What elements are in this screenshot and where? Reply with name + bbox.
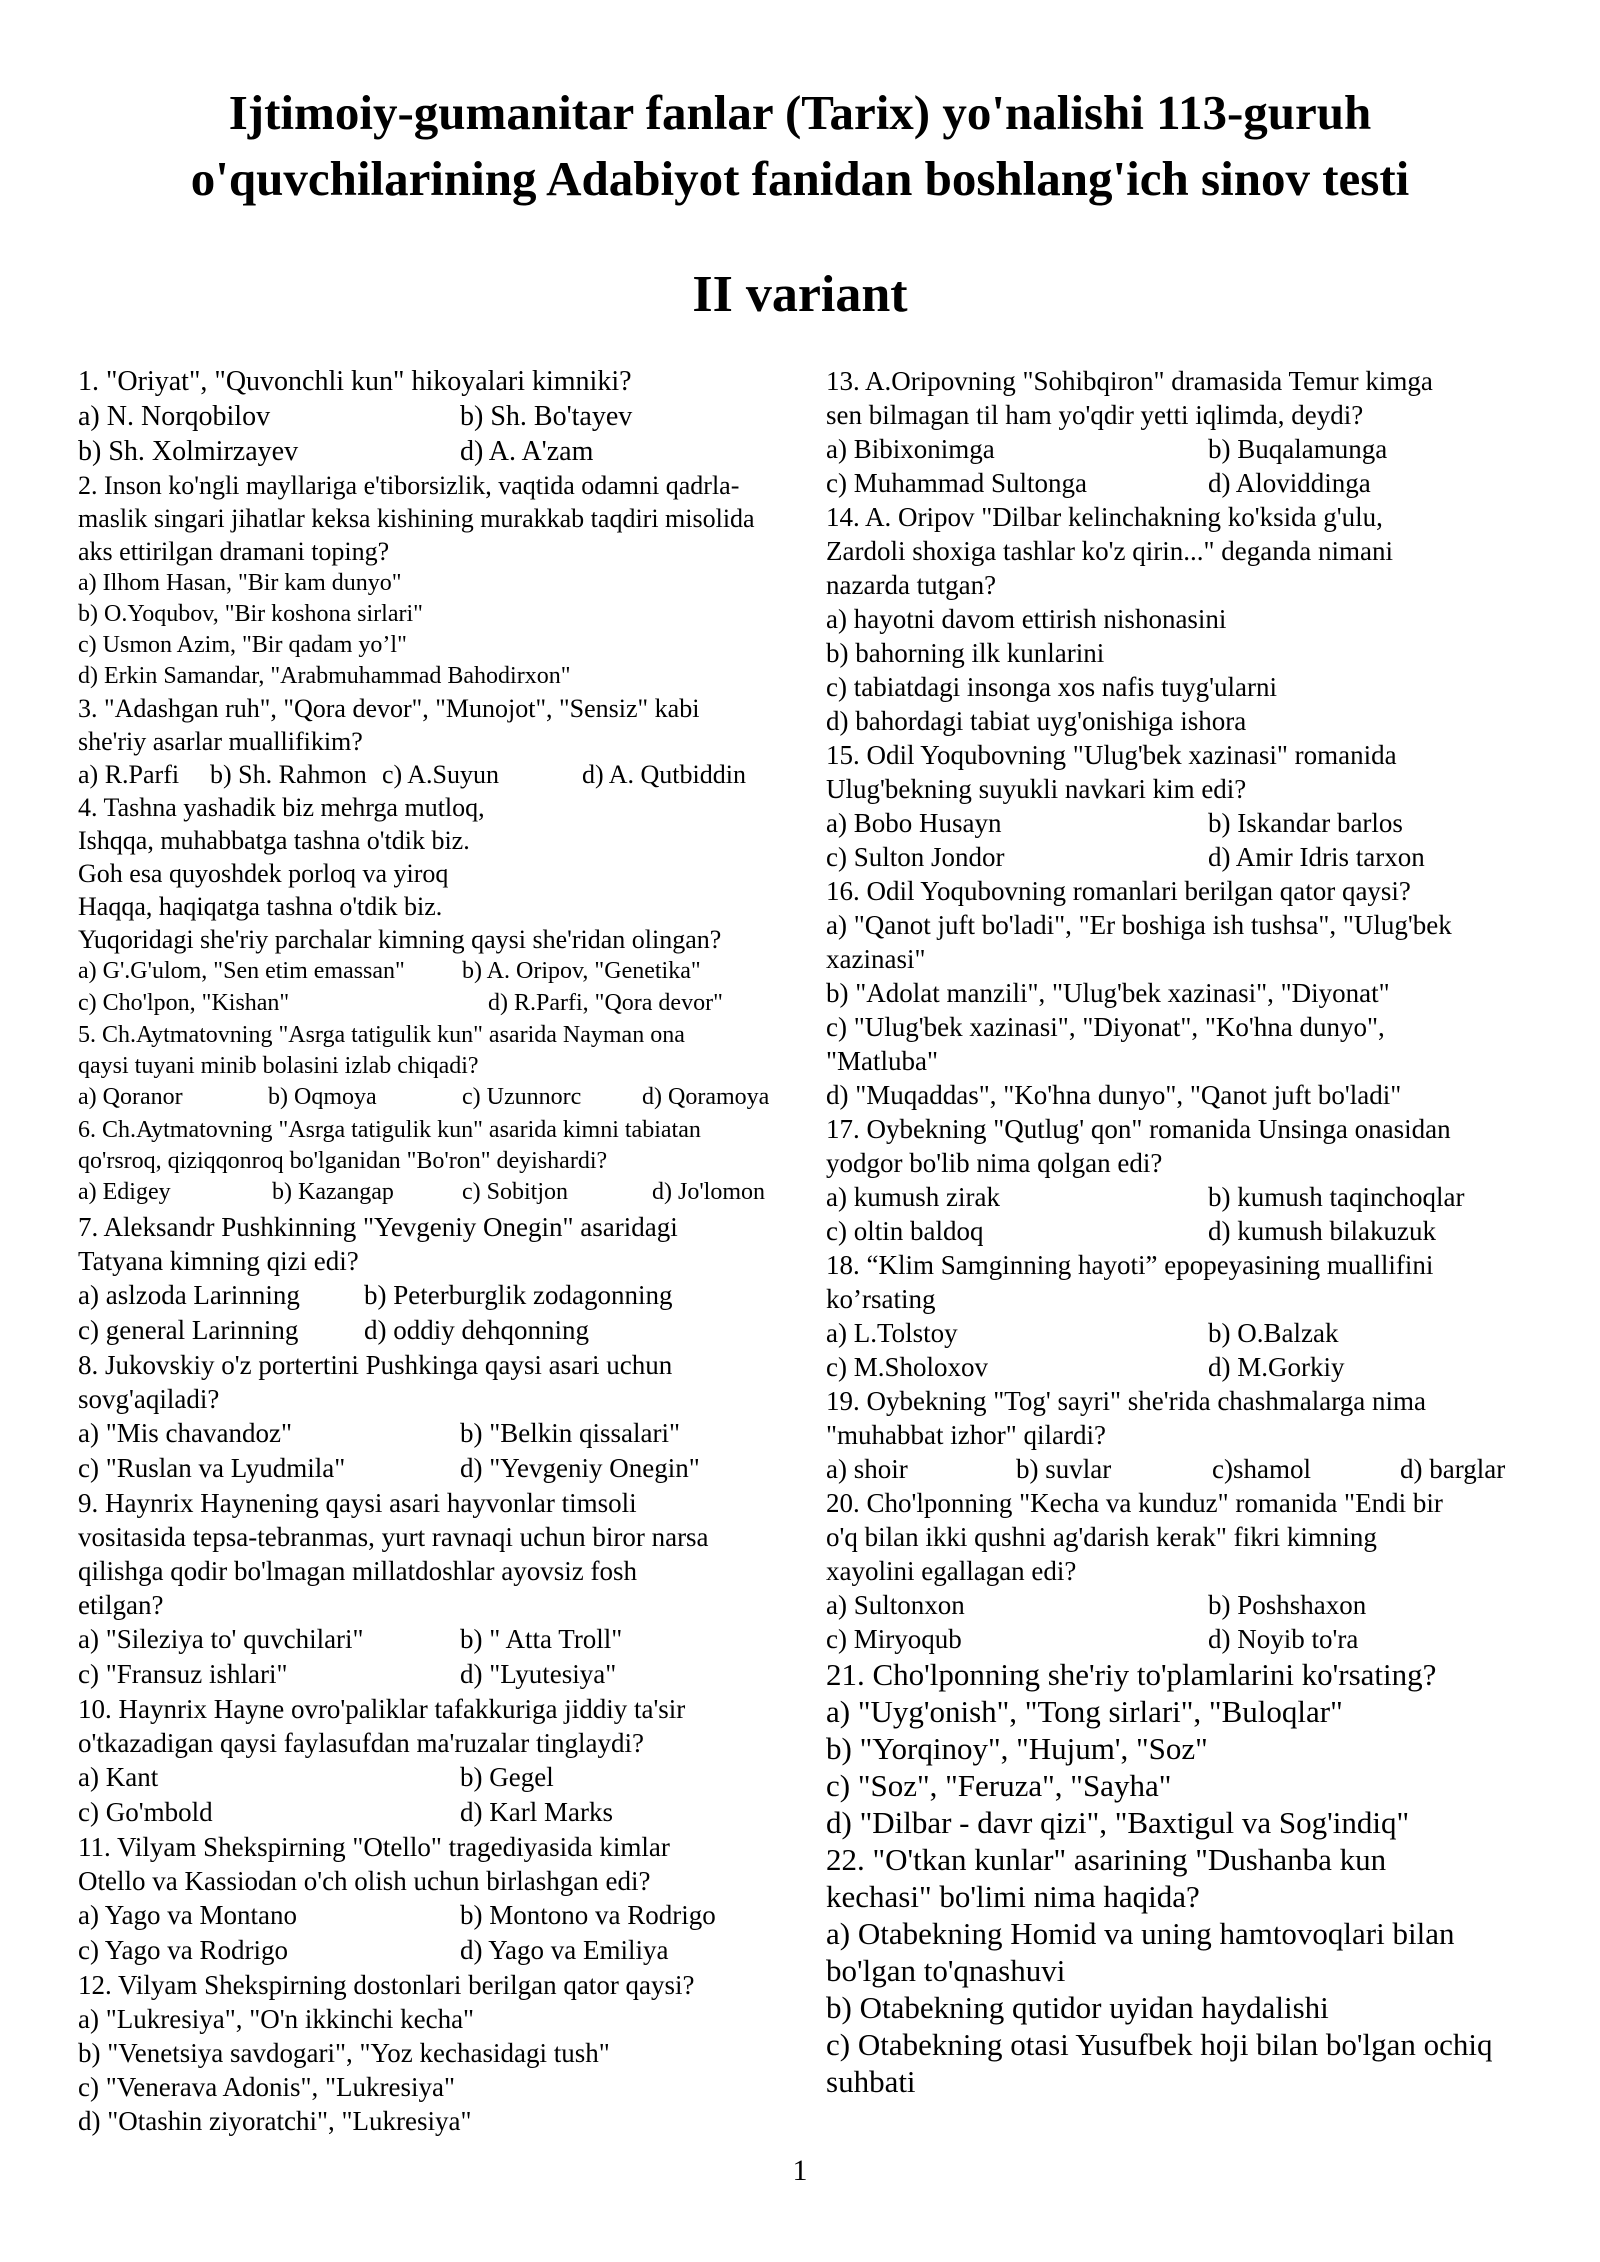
question-17-line: yodgor bo'lib nima qolgan edi? <box>826 1148 1163 1178</box>
option: d) "Lyutesiya" <box>460 1659 617 1689</box>
option: d) barglar <box>1400 1454 1506 1484</box>
page-number: 1 <box>792 2154 808 2187</box>
option: a) kumush zirak <box>826 1182 1000 1212</box>
question-2-line: maslik singari jihatlar keksa kishining murakkab taqdiri misolida <box>78 504 755 533</box>
option: c) Uzunnorc <box>462 1084 582 1110</box>
option: a) "Lukresiya", "O'n ikkinchi kecha" <box>78 2004 475 2034</box>
question-5: 5. Ch.Aytmatovning "Asrga tatigulik kun" asarida Nayman ona <box>78 1022 685 1048</box>
option: a) R.Parfi <box>78 760 180 789</box>
option: c) "Ulug'bek xazinasi", "Diyonat", "Ko'hna dunyo", <box>826 1012 1385 1042</box>
question-1-options-row-1 <box>78 399 800 434</box>
question-4-line: Haqqa, haqiqatga tashna o'tdik biz. <box>78 892 443 921</box>
option: c) Go'mbold <box>78 1797 213 1827</box>
question-9-options-row-2 <box>78 1657 800 1692</box>
left-column <box>78 364 800 2138</box>
option: a) hayotni davom ettirish nishonasini <box>826 604 1227 634</box>
question-15-options-row-1 <box>826 806 1548 840</box>
option: d) Noyib to'ra <box>1208 1624 1359 1654</box>
option: d) oddiy dehqonning <box>364 1315 589 1345</box>
question-16: 16. Odil Yoqubovning romanlari berilgan qator qaysi? <box>826 876 1411 906</box>
question-19: 19. Oybekning "Tog' sayri" she'rida chashmalarga nima <box>826 1386 1426 1416</box>
question-15: 15. Odil Yoqubovning "Ulug'bek xazinasi" romanida <box>826 740 1397 770</box>
option: b) Kazangap <box>272 1179 394 1205</box>
question-18-line: ko’rsating <box>826 1284 936 1314</box>
option: b) " Atta Troll" <box>460 1624 623 1654</box>
option: b) Otabekning qutidor uyidan haydalishi <box>826 1990 1329 2025</box>
question-15-line: Ulug'bekning suyukli navkari kim edi? <box>826 774 1247 804</box>
question-4-line: Goh esa quyoshdek porloq va yiroq <box>78 859 449 888</box>
title-line-2: o'quvchilarining Adabiyot fanidan boshlang'ich sinov testi <box>190 151 1410 206</box>
question-9-options-row-1 <box>78 1622 800 1657</box>
question-3-options <box>78 758 800 791</box>
option: c) tabiatdagi insonga xos nafis tuyg'ularni <box>826 672 1278 702</box>
option: b) O.Yoqubov, "Bir koshona sirlari" <box>78 601 423 627</box>
option: d) M.Gorkiy <box>1208 1352 1345 1382</box>
option: c) "Soz", "Feruza", "Sayha" <box>826 1768 1172 1803</box>
option: a) "Qanot juft bo'ladi", "Er boshiga ish tushsa", "Ulug'bek <box>826 910 1452 940</box>
question-14: 14. A. Oripov "Dilbar kelinchakning ko'ksida g'ulu, <box>826 502 1383 532</box>
question-18-options-row-1 <box>826 1316 1548 1350</box>
question-6-options <box>78 1177 800 1210</box>
question-4: 4. Tashna yashadik biz mehrga mutloq, <box>78 793 485 822</box>
option: a) Ilhom Hasan, "Bir kam dunyo" <box>78 570 402 596</box>
question-3: 3. "Adashgan ruh", "Qora devor", "Munojot", "Sensiz" kabi <box>78 694 700 723</box>
question-7-options-row-2 <box>78 1313 800 1348</box>
option: c) "Fransuz ishlari" <box>78 1659 288 1689</box>
question-13: 13. A.Oripovning "Sohibqiron" dramasida Temur kimga <box>826 366 1433 396</box>
question-10-options-row-2 <box>78 1795 800 1830</box>
option: b) suvlar <box>1016 1454 1112 1484</box>
question-5-options <box>78 1082 800 1115</box>
option: b) Gegel <box>460 1762 554 1792</box>
option: c) general Larinning <box>78 1315 299 1345</box>
question-14-line: Zardoli shoxiga tashlar ko'z qirin..." deganda nimani <box>826 536 1393 566</box>
question-2-line: aks ettirilgan dramani toping? <box>78 537 390 566</box>
question-9-line: etilgan? <box>78 1590 164 1620</box>
option: a) Bobo Husayn <box>826 808 1002 838</box>
question-6-line: qo'rsroq, qiziqqonroq bo'lganidan "Bo'ron" deyishardi? <box>78 1148 608 1174</box>
question-10-options-row-1 <box>78 1760 800 1795</box>
question-4-options-row-2 <box>78 988 800 1020</box>
option: a) "Uyg'onish", "Tong sirlari", "Buloqlar" <box>826 1694 1343 1729</box>
option: d) R.Parfi, "Qora devor" <box>488 990 723 1016</box>
option: a) Otabekning Homid va uning hamtovoqlari bilan <box>826 1916 1455 1951</box>
option: d) Qoramoya <box>642 1084 770 1110</box>
option: d) "Dilbar - davr qizi", "Baxtigul va Sog'indiq" <box>826 1805 1410 1840</box>
option: c) Otabekning otasi Yusufbek hoji bilan bo'lgan ochiq <box>826 2027 1493 2062</box>
option-line: bo'lgan to'qnashuvi <box>826 1953 1066 1988</box>
option: a) aslzoda Larinning <box>78 1280 300 1310</box>
option: a) "Sileziya to' quvchilari" <box>78 1624 364 1654</box>
question-18-options-row-2 <box>826 1350 1548 1384</box>
option: b) Poshshaxon <box>1208 1590 1367 1620</box>
option: a) Edigey <box>78 1179 171 1205</box>
option: c) "Ruslan va Lyudmila" <box>78 1453 346 1483</box>
question-13-options-row-1 <box>826 432 1548 466</box>
question-12: 12. Vilyam Shekspirning dostonlari berilgan qator qaysi? <box>78 1970 695 2000</box>
question-22: 22. "O'tkan kunlar" asarining "Dushanba kun <box>826 1842 1387 1877</box>
question-20: 20. Cho'lponning "Kecha va kunduz" romanida "Endi bir <box>826 1488 1443 1518</box>
question-15-options-row-2 <box>826 840 1548 874</box>
question-1-options-row-2 <box>78 434 800 469</box>
question-20-options-row-1 <box>826 1588 1548 1622</box>
option: b) bahorning ilk kunlarini <box>826 638 1105 668</box>
question-18: 18. “Klim Samginning hayoti” epopeyasining muallifini <box>826 1250 1434 1280</box>
question-20-line: xayolini egallagan edi? <box>826 1556 1077 1586</box>
question-13-options-row-2 <box>826 466 1548 500</box>
question-10: 10. Haynrix Hayne ovro'paliklar tafakkuriga jiddiy ta'sir <box>78 1694 686 1724</box>
question-9: 9. Haynrix Haynening qaysi asari hayvonlar timsoli <box>78 1488 637 1518</box>
option: d) A. Qutbiddin <box>582 760 746 789</box>
question-8: 8. Jukovskiy o'z portertini Pushkinga qaysi asari uchun <box>78 1350 673 1380</box>
option: d) bahordagi tabiat uyg'onishiga ishora <box>826 706 1247 736</box>
option: d) "Yevgeniy Onegin" <box>460 1453 700 1483</box>
question-9-line: vositasida tepsa-tebranmas, yurt ravnaqi uchun biror narsa <box>78 1522 709 1552</box>
question-3-line: she'riy asarlar muallifikim? <box>78 727 363 756</box>
option-line: xazinasi" <box>826 944 926 974</box>
question-11: 11. Vilyam Shekspirning "Otello" tragediyasida kimlar <box>78 1832 670 1862</box>
question-19-line: "muhabbat izhor" qilardi? <box>826 1420 1106 1450</box>
question-4-line: Ishqqa, muhabbatga tashna o'tdik biz. <box>78 826 470 855</box>
question-19-options <box>826 1452 1548 1486</box>
question-21: 21. Cho'lponning she'riy to'plamlarini ko'rsating? <box>826 1657 1437 1692</box>
option: b) O.Balzak <box>1208 1318 1339 1348</box>
option: c) "Venerava Adonis", "Lukresiya" <box>78 2072 455 2102</box>
question-20-line: o'q bilan ikki qushni ag'darish kerak" fikri kimning <box>826 1522 1377 1552</box>
right-column <box>826 364 1548 2100</box>
question-8-options-row-2 <box>78 1451 800 1486</box>
question-6: 6. Ch.Aytmatovning "Asrga tatigulik kun" asarida kimni tabiatan <box>78 1117 701 1143</box>
question-14-line: nazarda tutgan? <box>826 570 997 600</box>
option: c) Cho'lpon, "Kishan" <box>78 990 290 1016</box>
option-line: "Matluba" <box>826 1046 939 1076</box>
question-13-line: sen bilmagan til ham yo'qdir yetti iqlimda, deydi? <box>826 400 1364 430</box>
question-7-options-row-1 <box>78 1278 800 1313</box>
option: d) kumush bilakuzuk <box>1208 1216 1436 1246</box>
option: c) oltin baldoq <box>826 1216 984 1246</box>
question-11-options-row-2 <box>78 1933 800 1968</box>
question-8-options-row-1 <box>78 1416 800 1451</box>
question-10-line: o'tkazadigan qaysi faylasufdan ma'ruzalar tinglaydi? <box>78 1728 644 1758</box>
option: b) A. Oripov, "Genetika" <box>462 958 701 984</box>
option: b) Iskandar barlos <box>1208 808 1403 838</box>
option: c) Miryoqub <box>826 1624 962 1654</box>
option: b) Sh. Bo'tayev <box>460 401 633 432</box>
option: c) A.Suyun <box>382 760 499 789</box>
option: a) Kant <box>78 1762 159 1792</box>
question-4-line: Yuqoridagi she'riy parchalar kimning qaysi she'ridan olingan? <box>78 925 722 954</box>
question-22-line: kechasi" bo'limi nima haqida? <box>826 1879 1200 1914</box>
option: d) "Otashin ziyoratchi", "Lukresiya" <box>78 2106 472 2136</box>
option: d) Erkin Samandar, "Arabmuhammad Bahodirxon" <box>78 663 571 689</box>
option: c) Usmon Azim, "Bir qadam yo’l" <box>78 632 407 658</box>
option: b) "Adolat manzili", "Ulug'bek xazinasi", "Diyonat" <box>826 978 1390 1008</box>
option: b) Sh. Xolmirzayev <box>78 436 299 467</box>
question-20-options-row-2 <box>826 1622 1548 1656</box>
option: b) "Venetsiya savdogari", "Yoz kechasidagi tush" <box>78 2038 610 2068</box>
option: a) G'.G'ulom, "Sen etim emassan" <box>78 958 405 984</box>
option: a) N. Norqobilov <box>78 401 271 432</box>
option-line: suhbati <box>826 2064 916 2099</box>
question-5-line: qaysi tuyani minib bolasini izlab chiqadi? <box>78 1053 479 1079</box>
option: d) "Muqaddas", "Ko'hna dunyo", "Qanot juft bo'ladi" <box>826 1080 1402 1110</box>
option: d) Amir Idris tarxon <box>1208 842 1425 872</box>
option: a) shoir <box>826 1454 908 1484</box>
option: c) Sobitjon <box>462 1179 568 1205</box>
document-title <box>0 80 1600 212</box>
option: a) Sultonxon <box>826 1590 965 1620</box>
option: b) "Yorqinoy", "Hujum', "Soz" <box>826 1731 1208 1766</box>
option: c) Sulton Jondor <box>826 842 1005 872</box>
option: b) Peterburglik zodagonning <box>364 1280 673 1310</box>
option: c) M.Sholoxov <box>826 1352 988 1382</box>
question-17-options-row-1 <box>826 1180 1548 1214</box>
question-17-options-row-2 <box>826 1214 1548 1248</box>
option: a) "Mis chavandoz" <box>78 1418 292 1448</box>
title-line-1: Ijtimoiy-gumanitar fanlar (Tarix) yo'nalishi 113-guruh <box>228 85 1372 140</box>
question-7-line: Tatyana kimning qizi edi? <box>78 1246 359 1276</box>
variant-heading: II variant <box>692 266 908 323</box>
option: b) Sh. Rahmon <box>210 760 367 789</box>
option: d) Jo'lomon <box>652 1179 765 1205</box>
option: d) Yago va Emiliya <box>460 1935 669 1965</box>
question-7: 7. Aleksandr Pushkinning "Yevgeniy Onegin" asaridagi <box>78 1212 678 1242</box>
option: a) L.Tolstoy <box>826 1318 958 1348</box>
question-17: 17. Oybekning "Qutlug' qon" romanida Unsinga onasidan <box>826 1114 1451 1144</box>
question-4-options-row-1 <box>78 956 800 988</box>
option: b) Montono va Rodrigo <box>460 1900 716 1930</box>
option: c) Yago va Rodrigo <box>78 1935 288 1965</box>
option: b) "Belkin qissalari" <box>460 1418 681 1448</box>
question-9-line: qilishga qodir bo'lmagan millatdoshlar ayovsiz fosh <box>78 1556 638 1586</box>
option: d) A. A'zam <box>460 436 594 467</box>
option: c) Muhammad Sultonga <box>826 468 1087 498</box>
option: d) Aloviddinga <box>1208 468 1371 498</box>
question-2: 2. Inson ko'ngli mayllariga e'tiborsizlik, vaqtida odamni qadrla- <box>78 471 740 500</box>
question-11-options-row-1 <box>78 1898 800 1933</box>
question-8-line: sovg'aqiladi? <box>78 1384 220 1414</box>
option: b) Buqalamunga <box>1208 434 1388 464</box>
option: b) kumush taqinchoqlar <box>1208 1182 1465 1212</box>
question-11-line: Otello va Kassiodan o'ch olish uchun birlashgan edi? <box>78 1866 651 1896</box>
option: a) Bibixonimga <box>826 434 995 464</box>
question-1: 1. "Oriyat", "Quvonchli kun" hikoyalari kimniki? <box>78 366 632 397</box>
option: a) Yago va Montano <box>78 1900 297 1930</box>
option: d) Karl Marks <box>460 1797 613 1827</box>
option: b) Oqmoya <box>268 1084 377 1110</box>
option: c)shamol <box>1212 1454 1311 1484</box>
option: a) Qoranor <box>78 1084 183 1110</box>
